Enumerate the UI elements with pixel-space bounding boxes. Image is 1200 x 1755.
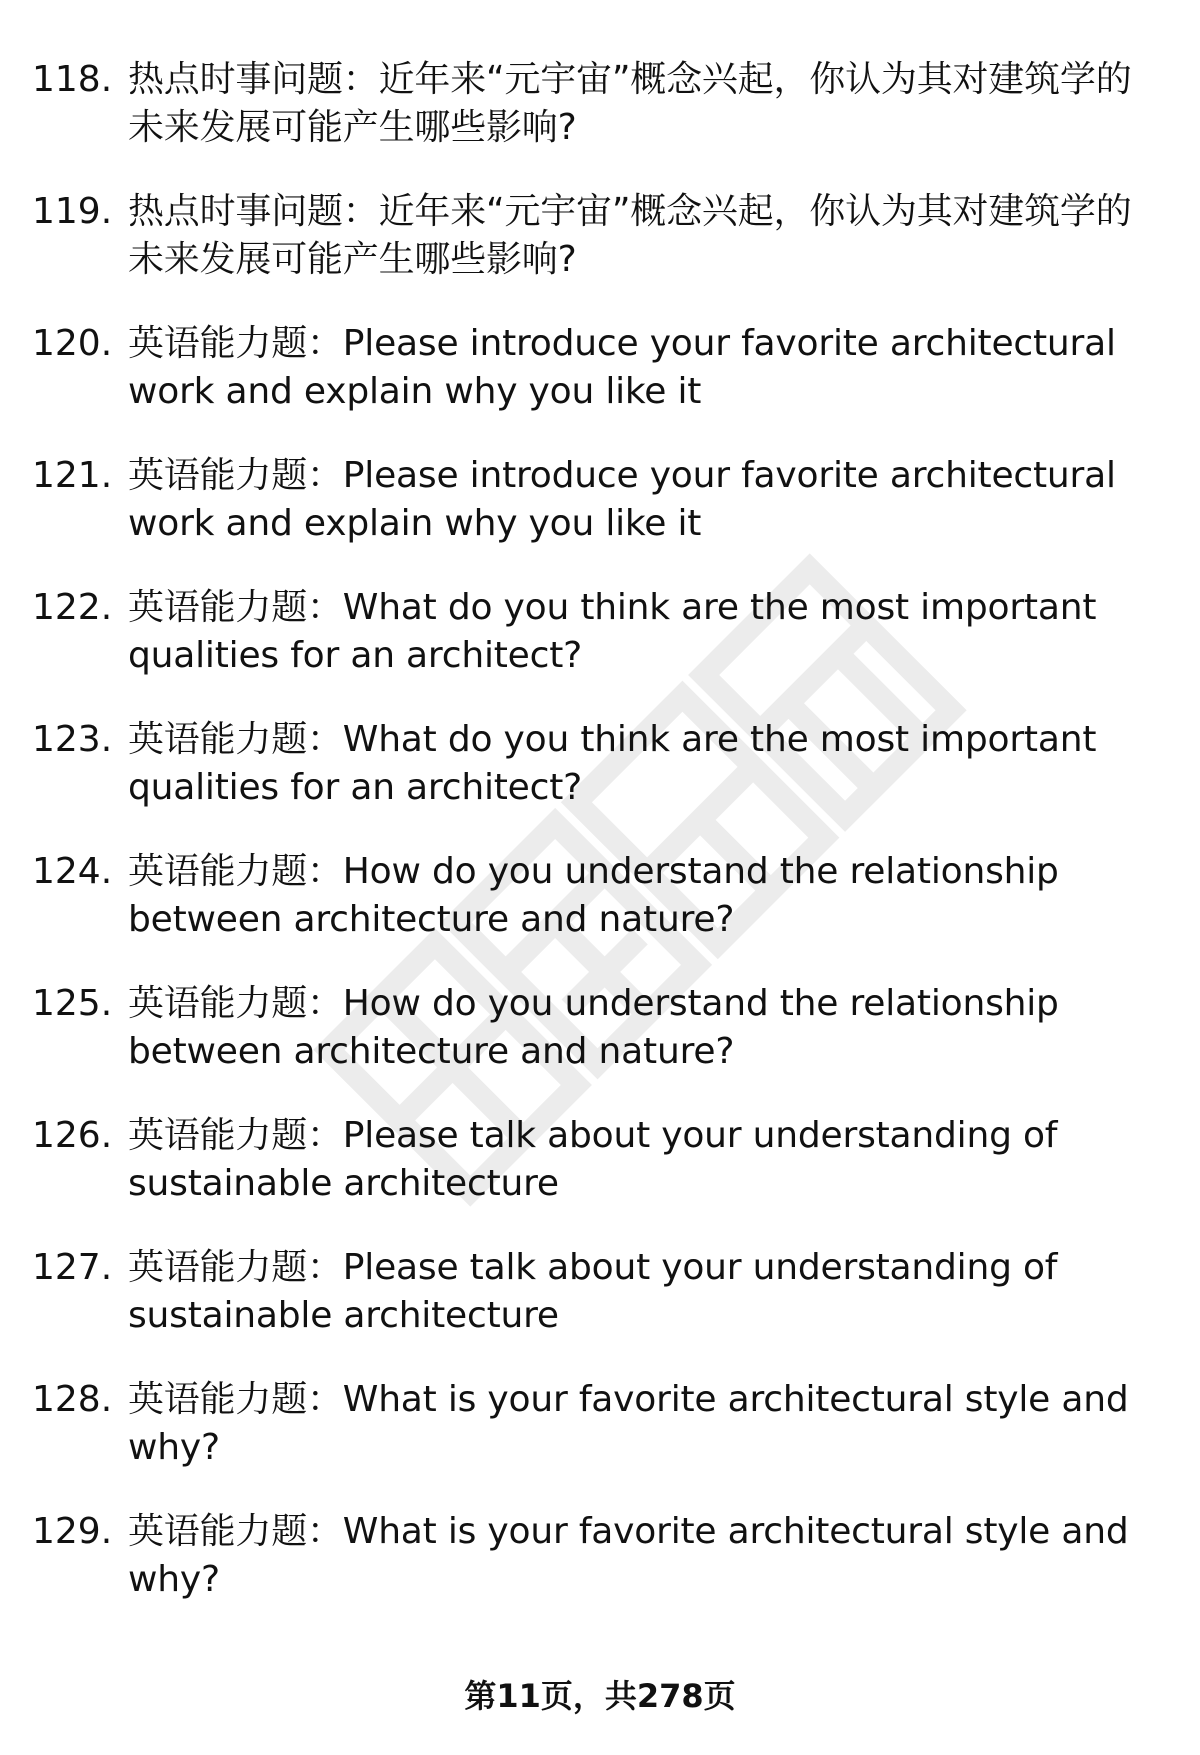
question-number: 126. xyxy=(32,1115,113,1156)
question-number: 118. xyxy=(32,59,113,100)
question-number: 123. xyxy=(32,719,113,760)
question-text: 英语能力题：Please talk about your understanding of sustainable architecture xyxy=(128,1115,1058,1204)
question-number: 129. xyxy=(32,1511,113,1552)
question-text: 热点时事问题：近年来“元宇宙”概念兴起，你认为其对建筑学的未来发展可能产生哪些影响? xyxy=(128,191,1132,280)
question-number: 122. xyxy=(32,587,113,628)
question-text: 英语能力题：What do you think are the most important qualities for an architect? xyxy=(128,719,1097,808)
question-item xyxy=(0,1244,1200,1376)
question-item xyxy=(0,716,1200,848)
question-number: 119. xyxy=(32,191,113,232)
question-text: 英语能力题：How do you understand the relationship between architecture and nature? xyxy=(128,851,1059,940)
question-text: 英语能力题：What is your favorite architectural style and why? xyxy=(128,1511,1129,1600)
page-footer: 第11页，共278页 xyxy=(464,1677,736,1715)
question-number: 121. xyxy=(32,455,113,496)
question-text: 热点时事问题：近年来“元宇宙”概念兴起，你认为其对建筑学的未来发展可能产生哪些影响? xyxy=(128,59,1132,148)
question-item xyxy=(0,320,1200,452)
question-item xyxy=(0,452,1200,584)
question-number: 125. xyxy=(32,983,113,1024)
question-item xyxy=(0,1508,1200,1640)
question-number: 124. xyxy=(32,851,113,892)
question-item xyxy=(0,188,1200,320)
question-text: 英语能力题：What do you think are the most important qualities for an architect? xyxy=(128,587,1097,676)
question-item xyxy=(0,980,1200,1112)
question-item xyxy=(0,848,1200,980)
question-text: 英语能力题：Please talk about your understanding of sustainable architecture xyxy=(128,1247,1058,1336)
question-item xyxy=(0,584,1200,716)
question-number: 120. xyxy=(32,323,113,364)
question-item xyxy=(0,56,1200,188)
question-text: 英语能力题：What is your favorite architectural style and why? xyxy=(128,1379,1129,1468)
question-text: 英语能力题：How do you understand the relationship between architecture and nature? xyxy=(128,983,1059,1072)
question-number: 128. xyxy=(32,1379,113,1420)
question-item xyxy=(0,1112,1200,1244)
question-list xyxy=(0,56,1200,1640)
question-text: 英语能力题：Please introduce your favorite architectural work and explain why you like it xyxy=(128,323,1116,412)
question-number: 127. xyxy=(32,1247,113,1288)
question-text: 英语能力题：Please introduce your favorite architectural work and explain why you like it xyxy=(128,455,1116,544)
question-item xyxy=(0,1376,1200,1508)
